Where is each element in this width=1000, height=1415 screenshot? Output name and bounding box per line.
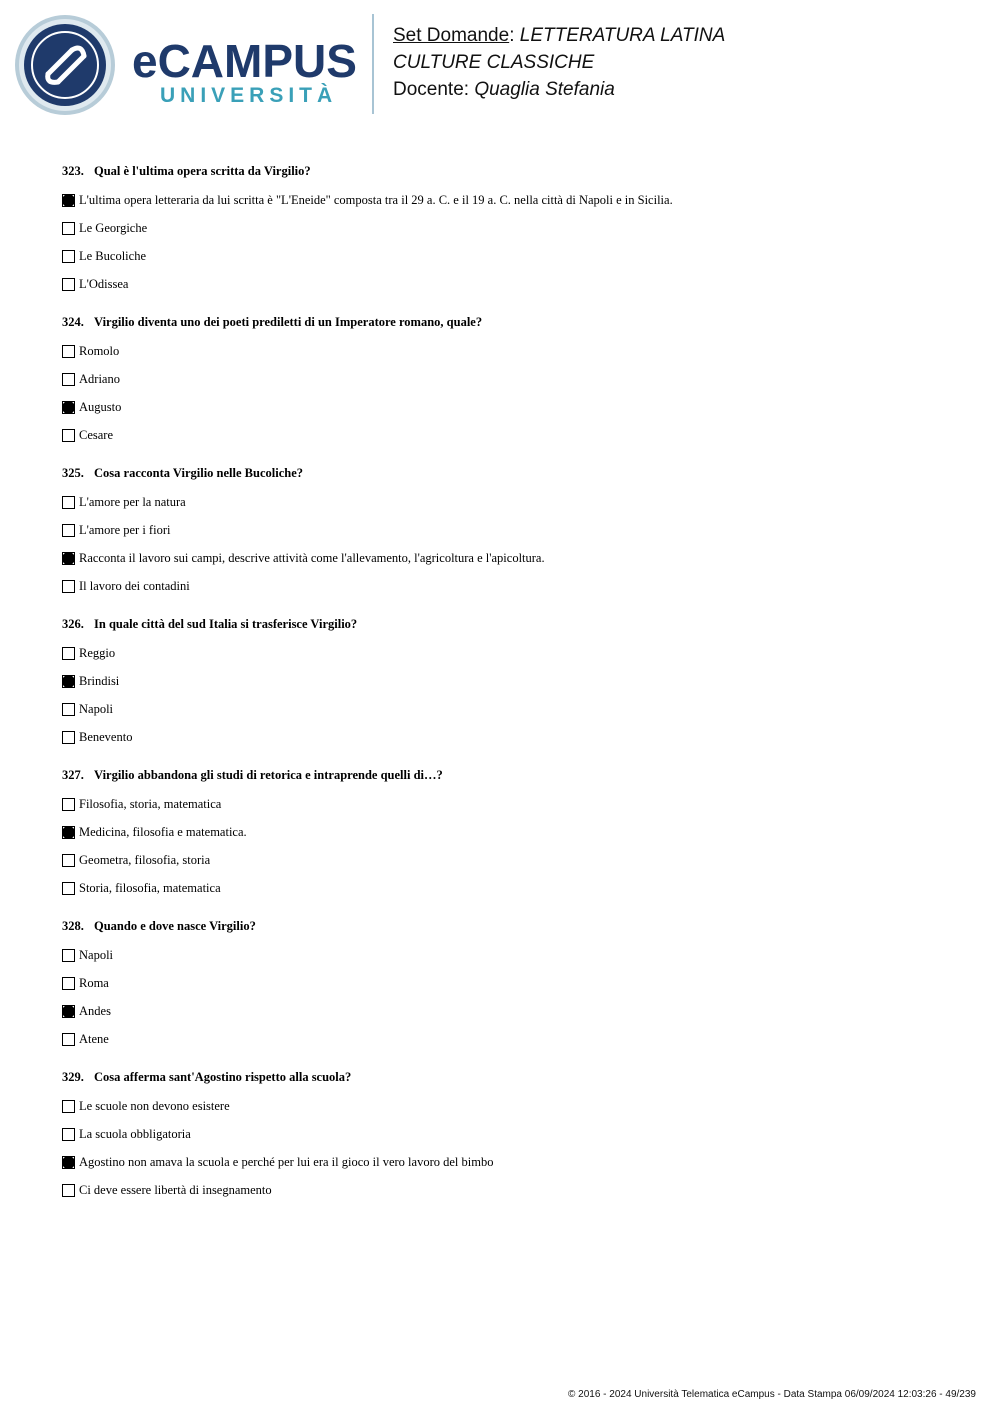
checkbox[interactable]: [62, 429, 75, 442]
answer-label: Medicina, filosofia e matematica.: [79, 824, 247, 839]
question-number: 329.: [62, 1070, 84, 1084]
question-title: [62, 311, 962, 337]
checkbox[interactable]: [62, 1184, 75, 1197]
question-title: [62, 160, 962, 186]
question-block: [62, 613, 962, 764]
answer-label: Le Georgiche: [79, 220, 148, 235]
answer-option[interactable]: [62, 365, 962, 393]
header-divider: [372, 14, 374, 114]
brand-subtitle: UNIVERSITÀ: [160, 84, 338, 107]
question-number: 327.: [62, 768, 84, 782]
answer-option[interactable]: [62, 516, 962, 544]
answer-option[interactable]: [62, 667, 962, 695]
answer-label: Il lavoro dei contadini: [79, 578, 190, 593]
answer-option[interactable]: [62, 572, 962, 600]
answer-label: L'amore per la natura: [79, 494, 186, 509]
answer-label: Andes: [79, 1003, 111, 1018]
page-footer: © 2016 - 2024 Università Telematica eCampus - Data Stampa 06/09/2024 12:03:26 - 49/239: [568, 1389, 976, 1400]
answer-option[interactable]: [62, 969, 962, 997]
question-block: [62, 311, 962, 462]
answer-option[interactable]: [62, 1120, 962, 1148]
answer-option[interactable]: [62, 270, 962, 298]
question-spacer: [62, 449, 962, 462]
question-title: [62, 462, 962, 488]
checkbox[interactable]: [62, 977, 75, 990]
answer-option[interactable]: [62, 1176, 962, 1204]
checkbox[interactable]: [62, 278, 75, 291]
question-number: 328.: [62, 919, 84, 933]
set-value: LETTERATURA LATINA: [519, 25, 726, 46]
answer-option[interactable]: [62, 846, 962, 874]
brand-wordmark: [132, 35, 357, 108]
question-text: Cosa racconta Virgilio nelle Bucoliche?: [94, 466, 304, 480]
question-block: [62, 1066, 962, 1217]
question-text: Virgilio abbandona gli studi di retorica e intraprende quelli di…?: [94, 768, 443, 782]
checked-checkbox[interactable]: [62, 1005, 75, 1018]
answer-label: L'Odissea: [79, 276, 129, 291]
checkbox[interactable]: [62, 345, 75, 358]
checkbox[interactable]: [62, 222, 75, 235]
question-spacer: [62, 600, 962, 613]
answer-option[interactable]: [62, 790, 962, 818]
checked-checkbox[interactable]: [62, 826, 75, 839]
question-block: [62, 462, 962, 613]
question-block: [62, 915, 962, 1066]
checkbox[interactable]: [62, 703, 75, 716]
answer-label: L'ultima opera letteraria da lui scritta è "L'Eneide" composta tra il 29 a. C. e il 19 a. C. nella città di Napoli e in Sicilia.: [79, 192, 673, 207]
question-spacer: [62, 298, 962, 311]
answer-option[interactable]: [62, 337, 962, 365]
question-spacer: [62, 902, 962, 915]
answer-label: L'amore per i fiori: [79, 522, 171, 537]
teacher-name: Quaglia Stefania: [474, 79, 615, 100]
answer-label: La scuola obbligatoria: [79, 1126, 191, 1141]
question-block: [62, 764, 962, 915]
answer-label: Roma: [79, 975, 109, 990]
teacher-label: Docente:: [393, 79, 470, 100]
answer-option[interactable]: [62, 242, 962, 270]
answer-option[interactable]: [62, 874, 962, 902]
ecampus-seal-logo: [14, 14, 116, 121]
answer-label: Storia, filosofia, matematica: [79, 880, 221, 895]
question-spacer: [62, 1204, 962, 1217]
checkbox[interactable]: [62, 496, 75, 509]
question-text: Virgilio diventa uno dei poeti prediletti di un Imperatore romano, quale?: [94, 315, 483, 329]
answer-option[interactable]: [62, 544, 962, 572]
answer-label: Le Bucoliche: [79, 248, 146, 263]
checkbox[interactable]: [62, 1033, 75, 1046]
answer-label: Napoli: [79, 947, 114, 962]
question-number: 326.: [62, 617, 84, 631]
checked-checkbox[interactable]: [62, 194, 75, 207]
answer-option[interactable]: [62, 421, 962, 449]
checked-checkbox[interactable]: [62, 1156, 75, 1169]
set-label: Set Domande: [393, 25, 510, 46]
answer-label: Le scuole non devono esistere: [79, 1098, 230, 1113]
teacher-line: [393, 76, 725, 103]
brand-name: eCAMPUS: [132, 35, 357, 87]
checkbox[interactable]: [62, 798, 75, 811]
checkbox[interactable]: [62, 854, 75, 867]
answer-label: Geometra, filosofia, storia: [79, 852, 211, 867]
answer-option[interactable]: [62, 488, 962, 516]
checkbox[interactable]: [62, 731, 75, 744]
question-text: Quando e dove nasce Virgilio?: [94, 919, 256, 933]
question-list: [62, 160, 962, 1217]
answer-label: Augusto: [79, 399, 122, 414]
course-line: [393, 49, 725, 76]
checked-checkbox[interactable]: [62, 675, 75, 688]
answer-option[interactable]: [62, 695, 962, 723]
question-title: [62, 1066, 962, 1092]
answer-label: Ci deve essere libertà di insegnamento: [79, 1182, 272, 1197]
answer-option[interactable]: [62, 941, 962, 969]
course-name: CULTURE CLASSICHE: [393, 52, 595, 73]
checkbox[interactable]: [62, 647, 75, 660]
answer-option[interactable]: [62, 1025, 962, 1053]
answer-option[interactable]: [62, 818, 962, 846]
answer-label: Adriano: [79, 371, 120, 386]
header-info: [393, 22, 725, 103]
checkbox[interactable]: [62, 373, 75, 386]
question-spacer: [62, 1053, 962, 1066]
question-number: 323.: [62, 164, 84, 178]
question-text: Cosa afferma sant'Agostino rispetto alla scuola?: [94, 1070, 352, 1084]
answer-option[interactable]: [62, 639, 962, 667]
checkbox[interactable]: [62, 1100, 75, 1113]
answer-option[interactable]: [62, 1092, 962, 1120]
answer-label: Agostino non amava la scuola e perché per lui era il gioco il vero lavoro del bimbo: [79, 1154, 494, 1169]
question-number: 324.: [62, 315, 84, 329]
checkbox[interactable]: [62, 580, 75, 593]
checked-checkbox[interactable]: [62, 401, 75, 414]
answer-option[interactable]: [62, 997, 962, 1025]
question-number: 325.: [62, 466, 84, 480]
checkbox[interactable]: [62, 1128, 75, 1141]
answer-label: Racconta il lavoro sui campi, descrive attività come l'allevamento, l'agricoltura e l'apicoltura.: [79, 550, 545, 565]
answer-option[interactable]: [62, 214, 962, 242]
question-title: [62, 915, 962, 941]
question-spacer: [62, 751, 962, 764]
answer-option[interactable]: [62, 186, 962, 214]
question-title: [62, 613, 962, 639]
checkbox[interactable]: [62, 524, 75, 537]
page-header: [0, 0, 1000, 130]
answer-label: Cesare: [79, 427, 114, 442]
question-title: [62, 764, 962, 790]
checked-checkbox[interactable]: [62, 552, 75, 565]
question-text: Qual è l'ultima opera scritta da Virgilio?: [94, 164, 311, 178]
answer-option[interactable]: [62, 1148, 962, 1176]
answer-label: Romolo: [79, 343, 120, 358]
answer-label: Benevento: [79, 729, 133, 744]
answer-label: Reggio: [79, 645, 116, 660]
answer-option[interactable]: [62, 393, 962, 421]
answer-label: Atene: [79, 1031, 109, 1046]
checkbox[interactable]: [62, 949, 75, 962]
checkbox[interactable]: [62, 250, 75, 263]
answer-option[interactable]: [62, 723, 962, 751]
set-line: Set Domande: LETTERATURA LATINA: [393, 25, 726, 46]
checkbox[interactable]: [62, 882, 75, 895]
answer-label: Napoli: [79, 701, 114, 716]
answer-label: Brindisi: [79, 673, 120, 688]
question-block: [62, 160, 962, 311]
question-text: In quale città del sud Italia si trasferisce Virgilio?: [94, 617, 358, 631]
answer-label: Filosofia, storia, matematica: [79, 796, 222, 811]
